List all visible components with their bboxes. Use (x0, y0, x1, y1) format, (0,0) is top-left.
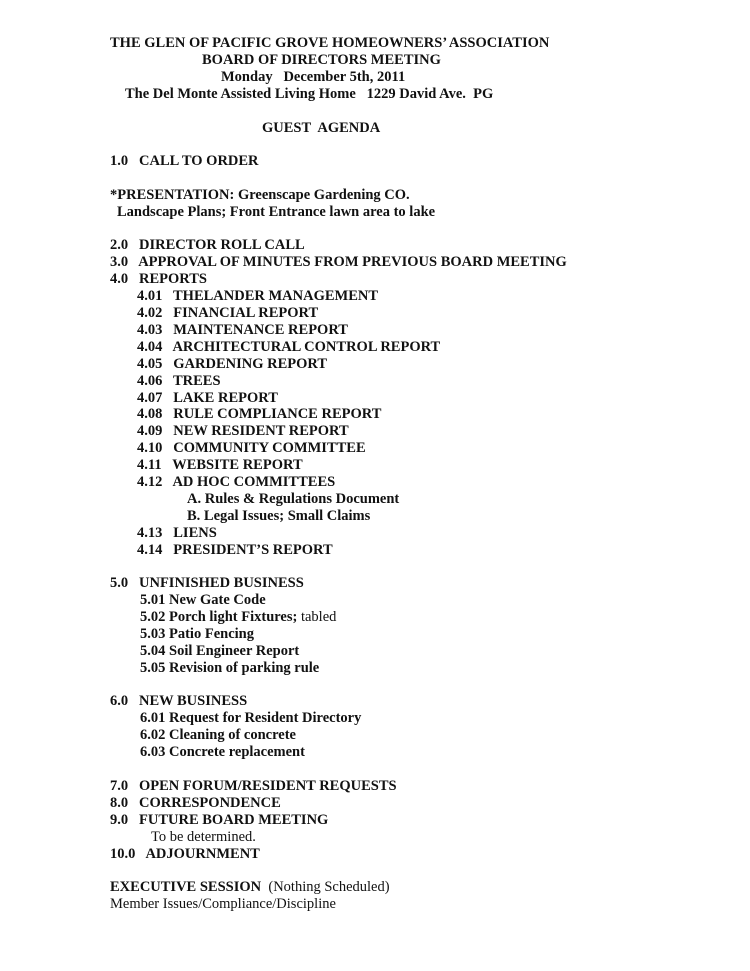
report-4-12: 4.12 AD HOC COMMITTEES (137, 474, 336, 490)
report-4-08: 4.08 RULE COMPLIANCE REPORT (137, 406, 382, 422)
new-6-01: 6.01 Request for Resident Directory (140, 710, 362, 726)
report-4-12-b: B. Legal Issues; Small Claims (187, 508, 371, 524)
future-meeting-note: To be determined. (151, 829, 256, 845)
unfinished-5-03: 5.03 Patio Fencing (140, 626, 254, 642)
report-4-12-a: A. Rules & Regulations Document (187, 491, 400, 507)
item-correspondence: 8.0 CORRESPONDENCE (110, 795, 281, 811)
agenda-title: GUEST AGENDA (262, 120, 381, 136)
unfinished-5-02 (140, 609, 336, 626)
new-6-02: 6.02 Cleaning of concrete (140, 727, 296, 743)
report-4-04: 4.04 ARCHITECTURAL CONTROL REPORT (137, 339, 441, 355)
report-4-01: 4.01 THELANDER MANAGEMENT (137, 288, 379, 304)
executive-session (110, 879, 390, 896)
executive-session-label: EXECUTIVE SESSION (110, 879, 262, 895)
item-roll-call: 2.0 DIRECTOR ROLL CALL (110, 237, 305, 253)
association-title: THE GLEN OF PACIFIC GROVE HOMEOWNERS’ ASSOCIATION (110, 35, 550, 51)
report-4-11: 4.11 WEBSITE REPORT (137, 457, 303, 473)
unfinished-5-02-label: 5.02 Porch light Fixtures; (140, 609, 298, 625)
item-approval: 3.0 APPROVAL OF MINUTES FROM PREVIOUS BOARD MEETING (110, 254, 567, 270)
report-4-02: 4.02 FINANCIAL REPORT (137, 305, 319, 321)
item-adjournment: 10.0 ADJOURNMENT (110, 846, 260, 862)
executive-session-note: (Nothing Scheduled) (261, 879, 390, 895)
new-6-03: 6.03 Concrete replacement (140, 744, 305, 760)
item-reports: 4.0 REPORTS (110, 271, 207, 287)
meeting-title: BOARD OF DIRECTORS MEETING (202, 52, 441, 68)
report-4-06: 4.06 TREES (137, 373, 221, 389)
unfinished-5-01: 5.01 New Gate Code (140, 592, 266, 608)
item-future-meeting: 9.0 FUTURE BOARD MEETING (110, 812, 329, 828)
report-4-05: 4.05 GARDENING REPORT (137, 356, 328, 372)
report-4-03: 4.03 MAINTENANCE REPORT (137, 322, 348, 338)
unfinished-5-02-note: tabled (297, 609, 337, 625)
item-call-to-order: 1.0 CALL TO ORDER (110, 153, 259, 169)
report-4-07: 4.07 LAKE REPORT (137, 390, 278, 406)
report-4-10: 4.10 COMMUNITY COMMITTEE (137, 440, 366, 456)
item-open-forum: 7.0 OPEN FORUM/RESIDENT REQUESTS (110, 778, 397, 794)
report-4-13: 4.13 LIENS (137, 525, 217, 541)
executive-session-detail: Member Issues/Compliance/Discipline (110, 896, 336, 912)
item-unfinished-business: 5.0 UNFINISHED BUSINESS (110, 575, 304, 591)
meeting-location: The Del Monte Assisted Living Home 1229 David Ave. PG (125, 86, 494, 102)
unfinished-5-05: 5.05 Revision of parking rule (140, 660, 320, 676)
report-4-09: 4.09 NEW RESIDENT REPORT (137, 423, 349, 439)
unfinished-5-04: 5.04 Soil Engineer Report (140, 643, 300, 659)
item-presentation: *PRESENTATION: Greenscape Gardening CO. (110, 187, 410, 203)
item-presentation-detail: Landscape Plans; Front Entrance lawn area to lake (117, 204, 436, 220)
item-new-business: 6.0 NEW BUSINESS (110, 693, 248, 709)
meeting-date: Monday December 5th, 2011 (221, 69, 406, 85)
report-4-14: 4.14 PRESIDENT’S REPORT (137, 542, 333, 558)
